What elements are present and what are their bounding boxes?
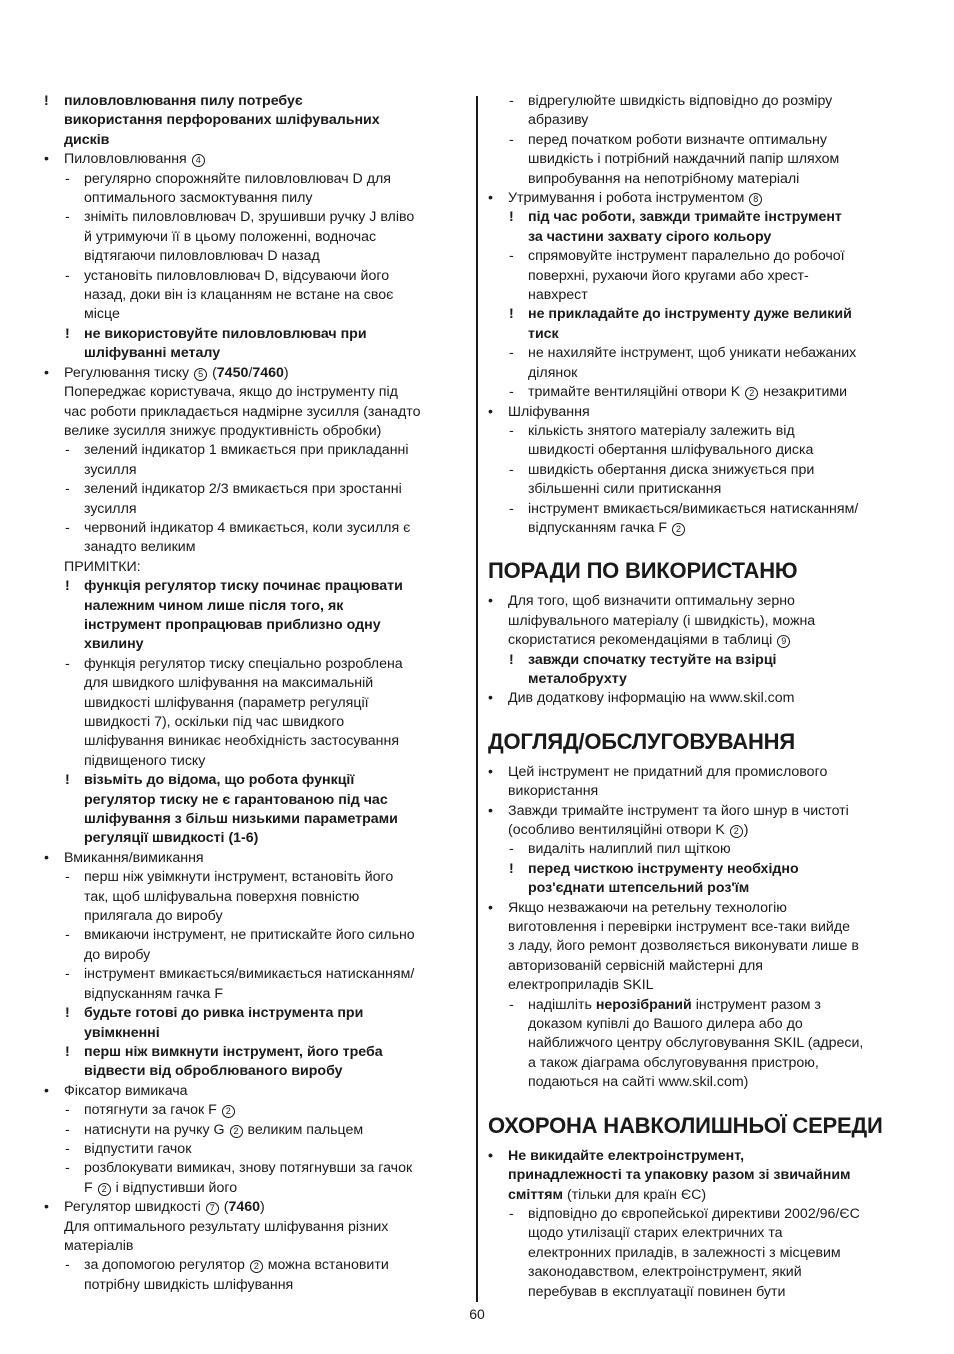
sub-item: швидкості шліфування (параметр регуляції: [84, 694, 369, 711]
sub-item: швидкості обертання шліфувального диска: [528, 442, 814, 459]
warning-line: ! не використовуйте пиловловлювач при: [65, 325, 367, 342]
sub-item: - не нахиляйте інструмент, щоб уникати небажаних: [509, 345, 857, 362]
figure-ref-number: 5: [194, 368, 207, 381]
figure-ref-number: 8: [749, 193, 762, 206]
sub-item: - швидкість обертання диска знижується при: [509, 461, 815, 478]
left-column: [44, 92, 468, 1295]
bullet-item: • Регулювання тиску 5 (7450/7460): [44, 364, 289, 381]
sub-item: - розблокувати вимикач, знову потягнувши за гачок: [65, 1160, 413, 1177]
sub-item: підвищеного тиску: [84, 752, 206, 769]
sub-item: для швидкого шліфування на максимальній: [84, 675, 374, 692]
section-heading-environment: ОХОРОНА НАВКОЛИШНЬОЇ СЕРЕДИ: [488, 1112, 883, 1138]
warning-line: ! не прикладайте до інструменту дуже великий: [509, 306, 852, 323]
figure-ref-number: 9: [777, 635, 790, 648]
sub-item: - надішліть нерозібраний інструмент разом з: [509, 996, 821, 1013]
paragraph-line: (особливо вентиляційні отвори K 2 ): [508, 822, 749, 838]
figure-ref-number: 2: [730, 825, 743, 838]
paragraph-line: час роботи прикладається надмірне зусилля (занадто: [64, 403, 421, 420]
sub-item: відпусканням гачка F 2: [488, 519, 912, 538]
sub-item: - потягнути за гачок F 2: [44, 1101, 468, 1120]
paragraph-line: Для оптимального результату шліфування різних: [64, 1218, 389, 1235]
sub-item: потрібну швидкість шліфування: [84, 1276, 294, 1293]
warning-line: ! будьте готові до ривка інструмента при: [65, 1005, 364, 1022]
sub-item: поверхні, рухаючи його кругами або хрест-: [528, 267, 809, 284]
sub-item: - зніміть пиловловлювач D, зрушивши ручку J вліво: [65, 209, 415, 226]
sub-item: - спрямовуйте інструмент паралельно до робочої: [509, 248, 845, 265]
sub-item: випробування на непотрібному матеріалі: [528, 170, 800, 187]
sub-item: - зелений індикатор 2/3 вмикається при зростанні: [65, 481, 402, 498]
paragraph-line: матеріалів: [64, 1237, 134, 1254]
warning-line: дисків: [64, 131, 110, 148]
warning-line: увімкненні: [84, 1024, 160, 1041]
sub-item: зусилля: [84, 500, 137, 517]
sub-item: - вмикаючи інструмент, не притискайте його сильно: [65, 927, 415, 944]
warning-line: ! перш ніж вимкнути інструмент, його треба: [65, 1043, 383, 1060]
sub-item: - функція регулятор тиску спеціально розроблена: [65, 655, 403, 672]
sub-item: - інструмент вмикається/вимикається натисканням/: [65, 966, 415, 983]
figure-ref-number: 2: [745, 387, 758, 400]
figure-ref-number: 4: [192, 154, 205, 167]
warning-line: хвилину: [84, 636, 144, 653]
sub-item: місце: [84, 306, 120, 323]
sub-item: - відрегулюйте швидкість відповідно до розміру: [509, 93, 833, 109]
figure-ref-number: 2: [98, 1183, 111, 1196]
notes-label: ПРИМІТКИ:: [64, 558, 141, 575]
sub-item: - установіть пиловловлювач D, відсуваючи його: [65, 267, 390, 284]
paragraph-line: виготовлення і перевірки інструмент все-таки вийде: [508, 919, 851, 936]
paragraph-line: принадлежності та упаковку разом зі звичайним: [508, 1167, 851, 1184]
sub-item: й утримуючи її в цьому положенні, водночас: [84, 228, 377, 245]
sub-item: швидкість і потрібний наждачний папір шляхом: [528, 151, 840, 168]
sub-item: а також діаграма обслуговування пристрою,: [528, 1054, 819, 1071]
sub-item: занадто великим: [84, 539, 196, 556]
column-divider: [476, 96, 478, 1302]
paragraph-line: сміттям (тільки для країн ЄС): [508, 1186, 707, 1203]
page-number: 60: [469, 1306, 485, 1322]
sub-item: F 2 і відпустивши його: [84, 1179, 238, 1196]
sub-item: абразиву: [528, 112, 589, 129]
warning-line: металобрухту: [528, 670, 627, 687]
sub-item: - натиснути на ручку G 2 великим пальцем: [65, 1121, 364, 1138]
sub-item: оптимального засмоктування пилу: [84, 190, 313, 207]
sub-item: так, щоб шліфувальна поверхня повністю: [84, 888, 360, 905]
bullet-item: • Див додаткову інформацію на www.skil.com: [488, 690, 795, 707]
sub-item: - кількість знятого матеріалу залежить від: [509, 422, 795, 439]
paragraph-line: авторизованій сервісній майстерні для: [508, 957, 763, 974]
sub-item: доказом купівлі до Вашого дилера або до: [528, 1016, 803, 1033]
sub-item: - видаліть налиплий пил щіткою: [509, 841, 731, 858]
warning-line: ! функція регулятор тиску починає працювати: [65, 578, 403, 595]
warning-line: ! перед чисткою інструменту необхідно: [509, 860, 799, 877]
bullet-item: • Якщо незважаючи на ретельну технологію: [488, 899, 787, 916]
sub-item: збільшенні сили притискання: [528, 481, 722, 498]
sub-item: відтягаючи пиловловлювач D назад: [84, 248, 320, 265]
right-column: [488, 92, 912, 1302]
sub-item: прилягала до виробу: [84, 908, 223, 925]
paragraph-line: скористатися рекомендаціями в таблиці 9: [488, 631, 912, 650]
sub-item: - інструмент вмикається/вимикається натисканням/: [509, 500, 859, 517]
bullet-item: • Завжди тримайте інструмент та його шнур в чистоті: [488, 802, 849, 819]
warning-line: тиск: [528, 325, 559, 342]
sub-item: - зелений індикатор 1 вмикається при прикладанні: [65, 442, 409, 459]
sub-item: зусилля: [84, 461, 137, 478]
warning-line: використання перфорованих шліфувальних: [64, 112, 380, 129]
section-heading-maintenance: ДОГЛЯД/ОБСЛУГОВУВАННЯ: [488, 728, 795, 754]
sub-item: відпусканням гачка F: [84, 985, 223, 1002]
sub-item: - перед початком роботи визначте оптимальну: [509, 131, 827, 148]
figure-ref-number: 2: [222, 1105, 235, 1118]
warning-line: належним чином лише після того, як: [84, 597, 344, 614]
sub-item: перебував в експлуатації повинен бути: [528, 1283, 786, 1300]
sub-item: шліфування виникає необхідність застосування: [84, 733, 400, 750]
warning-line: шліфуванні металу: [84, 345, 221, 362]
bullet-item: • Утримування і робота інструментом 8: [488, 189, 912, 208]
paragraph-line: використання: [508, 783, 599, 800]
bullet-item: • Фіксатор вимикача: [44, 1082, 188, 1099]
sub-item: щодо утилізації старих електричних та: [528, 1225, 783, 1242]
sub-item: - відпустити гачок: [65, 1140, 192, 1157]
paragraph-line: електроприладів SKIL: [508, 977, 654, 994]
sub-item: - регулярно спорожняйте пиловловлювач D для: [65, 170, 391, 187]
warning-line: шліфування з більш низькими параметрами: [84, 811, 398, 828]
sub-item: електронних приладів, в залежності з місцевим: [528, 1244, 841, 1261]
warning-line: регуляції швидкості (1-6): [84, 830, 259, 847]
paragraph-line: шліфувального матеріалу (і швидкість), можна: [508, 612, 816, 629]
sub-item: подаються на сайті www.skil.com): [528, 1074, 749, 1091]
sub-item: до виробу: [84, 946, 151, 963]
warning-line: ! пиловловлювання пилу потребує: [44, 93, 303, 109]
warning-line: ! завжди спочатку тестуйте на взірці: [509, 651, 777, 668]
bullet-item: • Регулятор швидкості 7 (7460): [44, 1199, 265, 1216]
warning-line: ! під час роботи, завжди тримайте інструмент: [509, 209, 842, 226]
warning-line: інструмент пропрацював приблизно одну: [84, 616, 381, 633]
sub-item: найближчого центру обслуговування SKIL (адреси,: [528, 1035, 864, 1052]
bullet-item: • Для того, щоб визначити оптимальну зерно: [488, 593, 795, 610]
paragraph-line: велике зусилля знижує продуктивність обробки): [64, 422, 382, 439]
sub-item: навхрест: [528, 287, 588, 304]
paragraph-line: з ладу, його ремонт дозволяється виконувати лише в: [508, 938, 859, 955]
bullet-item: • Шліфування: [488, 403, 590, 420]
sub-item: ділянок: [528, 364, 578, 381]
figure-ref-number: 2: [230, 1125, 243, 1138]
sub-item: - відповідно до європейської директиви 2002/96/ЄС: [509, 1205, 860, 1222]
figure-ref-number: 2: [250, 1260, 263, 1273]
sub-item: - за допомогою регулятор 2 можна встановити: [65, 1257, 389, 1274]
section-heading-usage-tips: ПОРАДИ ПО ВИКОРИСТАНЮ: [488, 558, 798, 584]
warning-line: за частини захвату сірого кольору: [528, 228, 772, 245]
bullet-item: • Пиловловлювання 4: [44, 150, 468, 169]
bullet-item: • Вмикання/вимикання: [44, 849, 204, 866]
sub-item: назад, доки він із клацанням не встане на своє: [84, 287, 394, 304]
sub-item: швидкості 7), оскільки під час швидкого: [84, 714, 345, 730]
warning-line: відвести від оброблюваного виробу: [84, 1063, 343, 1080]
warning-line: роз'єднати штепсельний роз'їм: [528, 880, 750, 897]
sub-item: - перш ніж увімкнути інструмент, встановіть його: [65, 869, 394, 886]
figure-ref-number: 2: [672, 523, 685, 536]
warning-line: регулятор тиску не є гарантованою під час: [84, 791, 388, 808]
paragraph-line: Попереджає користувача, якщо до інструменту під: [64, 384, 398, 401]
bullet-item: • Цей інструмент не придатний для промислового: [488, 763, 828, 780]
sub-item: - тримайте вентиляційні отвори K 2 незакритими: [509, 384, 848, 401]
figure-ref-number: 7: [206, 1202, 219, 1215]
bullet-item: • Не викидайте електроінструмент,: [488, 1147, 745, 1164]
sub-item: - червоний індикатор 4 вмикається, коли зусилля є: [65, 519, 411, 536]
sub-item: законодавством, електроінструмент, який: [528, 1264, 802, 1281]
warning-line: ! візьміть до відома, що робота функції: [65, 772, 355, 789]
